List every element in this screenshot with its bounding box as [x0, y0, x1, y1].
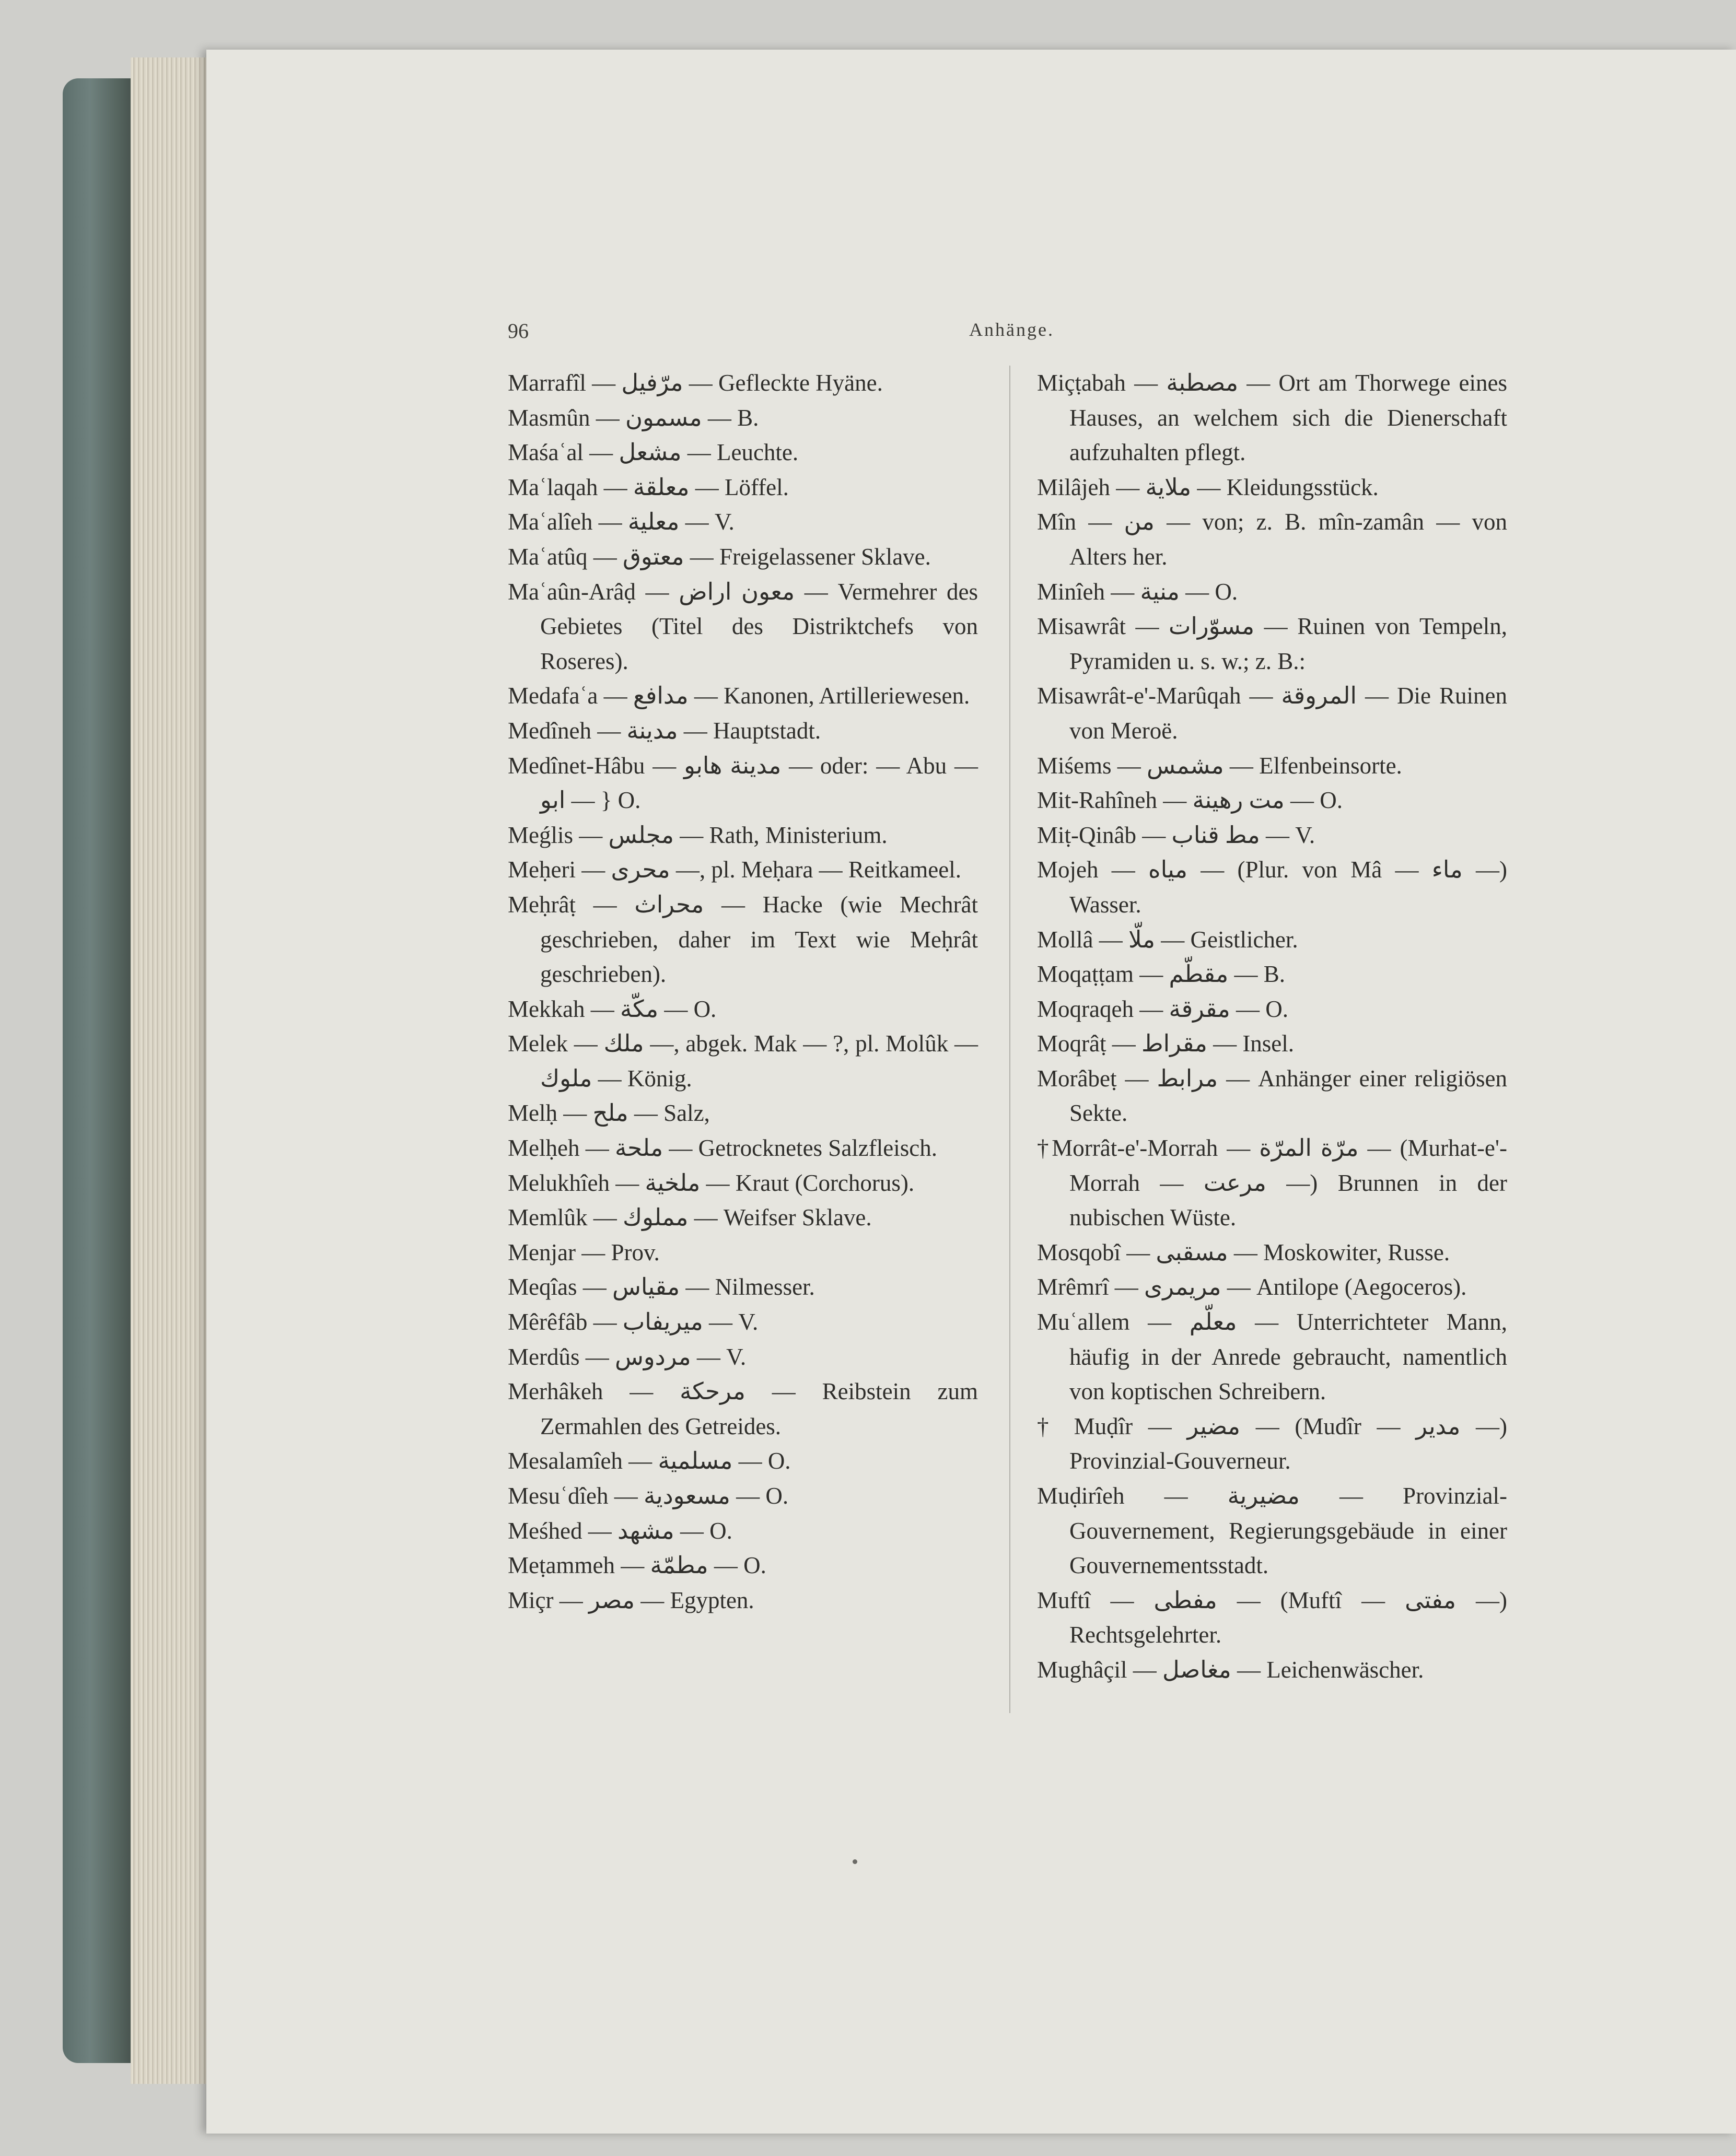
entry: Miçṭabah — مصطبة — Ort am Thorwege eines Hauses, an welchem sich die Dienerschaft aufzuhalten pflegt.	[1037, 370, 1508, 466]
entry: Meqîas — مقياس — Nilmesser.	[508, 1274, 815, 1300]
entry: Medînet-Hâbu — مدينة هابو — oder: — Abu — ابو — } O.	[508, 752, 978, 814]
entry: †Morrât-e'-Morrah — مرّة المرّة — (Murhat-e'-Morrah — مرعت —) Brunnen in der nubischen Wüste.	[1037, 1135, 1507, 1231]
entry: Mesalamîeh — مسلمية — O.	[508, 1448, 791, 1474]
entry: Melḥeh — ملحة — Getrocknetes Salzfleisch.	[508, 1135, 937, 1162]
entry: Misawrât — مسوّرات — Ruinen von Tempeln, Pyramiden u. s. w.; z. B.:	[1037, 613, 1507, 674]
entry: Medîneh — مدينة — Hauptstadt.	[508, 717, 821, 744]
entry: Milâjeh — ملاية — Kleidungsstück.	[1037, 474, 1379, 500]
entry: Merhâkeh — مرحكة — Reibstein zum Zermahlen des Getreides.	[508, 1378, 978, 1439]
column-divider	[1009, 366, 1010, 1713]
book-spine	[63, 78, 141, 2063]
entry: Memlûk — مملوك — Weifser Sklave.	[508, 1204, 872, 1231]
entry: Miṭ-Qinâb — مط قناب — V.	[1037, 822, 1315, 848]
entry: Mit-Rahîneh — مت رهينة — O.	[1037, 787, 1343, 814]
entry: Merdûs — مردوس — V.	[508, 1343, 747, 1370]
entry: Mughâçil — مغاصل — Leichenwäscher.	[1037, 1656, 1424, 1683]
entry: Moqraqeh — مقرقة — O.	[1037, 995, 1289, 1022]
entry: Morâbeṭ — مرابط — Anhänger einer religiösen Sekte.	[1037, 1065, 1507, 1127]
entry: Maʿalîeh — معلية — V.	[508, 509, 735, 535]
entry: Misawrât-e'-Marûqah — المروقة — Die Ruinen von Meroë.	[1037, 683, 1507, 744]
entry: Mollâ — ملّا — Geistlicher.	[1037, 926, 1298, 953]
entry: Meśhed — مشهد — O.	[508, 1517, 732, 1544]
entry: Miśems — مشمس — Elfenbeinsorte.	[1037, 752, 1402, 779]
printer-dot	[853, 1859, 857, 1864]
entry: Menjar — Prov.	[508, 1239, 660, 1266]
entry: Mrêmrî — مريمرى — Antilope (Aegoceros).	[1037, 1274, 1467, 1300]
entry: Mekkah — مكّة — O.	[508, 995, 717, 1022]
entry: Meḥeri — محرى —, pl. Meḥara — Reitkameel.	[508, 857, 961, 883]
entry: Meǵlis — مجلس — Rath, Ministerium.	[508, 822, 888, 848]
entry: Masmûn — مسمون — B.	[508, 404, 759, 431]
entry: Mêrêfâb — ميريفاب — V.	[508, 1309, 759, 1335]
entry: Medafaʿa — مدافع — Kanonen, Artilleriewesen.	[508, 683, 970, 709]
entry: Muʿallem — معلّم — Unterrichteter Mann, häufig in der Anrede gebraucht, namentlich von koptischen Schreibern.	[1037, 1309, 1507, 1405]
entry: Meḥrâṭ — محراث — Hacke (wie Mechrât geschrieben, daher im Text wie Meḥrât geschrieben).	[508, 891, 978, 988]
right-column	[1037, 366, 1507, 1688]
entry: Melek — ملك —, abgek. Mak — ?, pl. Molûk — ملوك — König.	[508, 1030, 978, 1092]
entry: Mosqobî — مسقبى — Moskowiter, Russe.	[1037, 1239, 1450, 1266]
entry: † Muḍîr — مضير — (Mudîr — مدير —) Provinzial-Gouverneur.	[1037, 1413, 1507, 1474]
entry: Melukhîeh — ملخية — Kraut (Corchorus).	[508, 1169, 915, 1196]
entry: Maʿatûq — معتوق — Freigelassener Sklave.	[508, 543, 931, 570]
entry: Muftî — مفطى — (Muftî — مفتى —) Rechtsgelehrter.	[1037, 1587, 1507, 1648]
entry: Minîeh — منية — O.	[1037, 578, 1238, 605]
entry: Meṭammeh — مطمّة — O.	[508, 1552, 766, 1579]
entry: Maʿlaqah — معلقة — Löffel.	[508, 474, 789, 500]
left-column	[508, 366, 978, 1618]
entry: Melḥ — ملح — Salz,	[508, 1100, 710, 1127]
section-title: Anhänge.	[969, 319, 1054, 340]
entry: Mîn — من — von; z. B. mîn-zamân — von Alters her.	[1037, 509, 1508, 570]
entry: Mesuʿdîeh — مسعودية — O.	[508, 1483, 789, 1509]
entry: Moqaṭṭam — مقطّم — B.	[1037, 961, 1285, 988]
entry: Mojeh — مياه — (Plur. von Mâ — ماء —) Wasser.	[1037, 857, 1507, 918]
entry: Muḍirîeh — مضيرية — Provinzial-Gouvernement, Regierungsgebäude in einer Gouvernementsstadt.	[1037, 1483, 1507, 1579]
entry: Maśaʿal — مشعل — Leuchte.	[508, 439, 799, 466]
entry: Maʿaûn-Arâḍ — معون اراض — Vermehrer des Gebietes (Titel des Distriktchefs von Roseres).	[508, 578, 978, 674]
entry: Miçr — مصر — Egypten.	[508, 1587, 754, 1613]
entry: Moqrâṭ — مقراط — Insel.	[1037, 1030, 1295, 1057]
entry: Marrafîl — مرّفيل — Gefleckte Hyäne.	[508, 370, 883, 396]
page-number: 96	[508, 319, 529, 343]
